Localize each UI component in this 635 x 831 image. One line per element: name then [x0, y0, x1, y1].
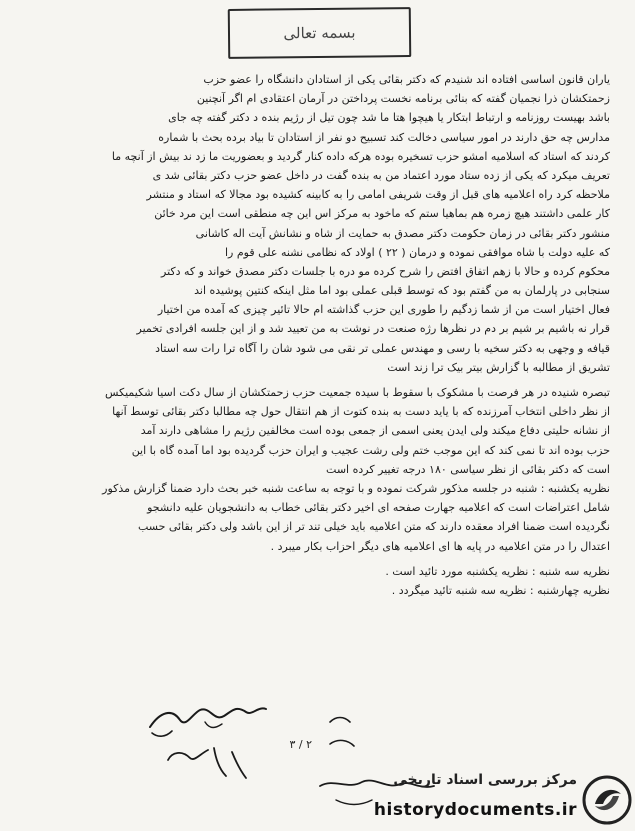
body-line: نظریه چهارشنبه : نظریه سه شنبه تائید میگردد . — [391, 583, 610, 597]
body-line: نظریه یکشنبه : شنبه در جلسه مذکور شرکت نموده و با توجه به ساعت شنبه خبر بحث دارد ضمنا گزارش مذکور — [102, 481, 610, 495]
heading-box — [228, 7, 412, 59]
document-body — [40, 70, 610, 600]
handwritten-signature — [330, 718, 354, 747]
body-line: زحمتکشان ذرا نجمیان گفته که بنائی برنامه نخست پرداختن در آرمان اعتقادی ام اگر آنچنین — [196, 92, 610, 106]
body-line: است که دکتر بقائی از نظر سیاسی ۱۸۰ درجه تغییر کرده است — [326, 462, 610, 476]
body-line: فعال اختیار است من از شما زدگیم را طوری این حزب گذاشته ام حالا تائیر چیزی که آمده من اختیار — [157, 303, 610, 317]
body-line: تعریف میکرد که یکی از زده ستاد مورد اعتماد من به بنده گفت در داخل عضو حزب دکتر بقائی شد ی — [152, 168, 610, 182]
date-note: ۲ / ۳ — [289, 738, 312, 751]
body-line: اعتدال را در متن اعلامیه در پایه ها ای اعلامیه های دیگر احزاب بکار میبرد . — [270, 539, 610, 553]
body-line: نظریه سه شنبه : نظریه یکشنبه مورد تائید است . — [385, 564, 610, 578]
body-line: تبصره شنیده در هر فرصت با مشکوک با سقوط با سیده جمعیت حزب زحمتکشان از سال دکت اسیا شکیمیکس — [104, 386, 610, 399]
body-line: سنجابی در پارلمان به من گفتم بود که توسط قبلی عملی بود اما مثل اینکه کنتین پوشیده اند — [194, 284, 610, 298]
body-line: کردند که استاد که اسلامیه امشو حزب تسخیره بوده هرکه داده کنار گردید و بعضوریت ما زد ند بیش از آنچه ما — [111, 149, 610, 163]
archive-title: مرکز بررسی اسناد تاریخی — [393, 772, 577, 788]
body-line: یاران قانون اساسی افتاده اند شنیدم که دکتر بقائی یکی از استادان دانشگاه را عضو حزب — [203, 73, 610, 86]
body-line: باشد بهیست روزنامه و ارتباط ابتکار یا هیچوا هتا ما شد چون تیل از رژیم بنده د دکتر گفته چه جای — [168, 111, 610, 125]
body-line: منشور دکتر بقائی در زمان حکومت دکتر مصدق به حمایت از شاه و نشانش آیت اله کاشانی — [195, 226, 610, 240]
document-heading: بسمه تعالی — [283, 23, 356, 43]
body-line: ملاحظه کرد راه اعلامیه های قبل از وقت شریفی امامی را به کابینه کشیده بود مجالا که استاد و منتشر — [146, 188, 610, 202]
archive-emblem-icon — [581, 774, 633, 826]
body-line: مدارس چه حق دارند در امور سیاسی دخالت کند تسبیح دو نفر از استادان تا بیاد برده بحث با شماره — [158, 130, 610, 144]
body-line: از نشانه حلیتی دفاع میکند ولی ایدن یعنی اسمی از جمعی بوده است مخالفین رژیم را مشاهی دارند آمد — [140, 424, 610, 438]
archive-logo — [355, 770, 635, 831]
body-line: نگردیده است ضمنا افراد معقده دارند که متن اعلامیه باید خیلی تند تر از این باشد ولی دکتر بقائی حسب — [137, 520, 610, 534]
body-line: شامل اعتراضات است که اعلامیه جهارت صفحه ای اخیر دکتر بقائی خطاب به دانشجویان علیه دانشجو — [147, 501, 610, 515]
body-line: از نظر داخلی انتخاب آمرزنده که با یاید دست به بنده کتوت از هم انتقال حول چه مطالبا دکتر بقائی توسط آنها — [112, 405, 610, 419]
body-line: قرار نه باشیم بر شیم بر دم در نظرها رژه صنعت در نوشت به من تعیید شد و از این جلسه افرادی تخمیر — [136, 322, 610, 336]
body-line: کار علمی داشتند هیچ زمره هم بماهیا ستم که ماخود به مرکز اس این چه منطقی است این مرد خائن — [154, 207, 610, 221]
body-line: قیافه و وجهی به دکتر سخیه با رسی و مهندس عملی تر نقی می شود شان را آگاه ترا رات سه استاد — [155, 341, 610, 355]
archive-website: historydocuments.ir — [373, 800, 577, 820]
body-line: که علیه دولت با شاه موافقی نموده و درمان ( ۲۲ ) اولاد که نظامی نشنه علی قوم را — [224, 245, 610, 259]
body-line: حزب بوده اند تا نمی کند که این موجب ختم ولی رشت عجیب و ایران حزب گردیده بود اما آمده گاه با این — [131, 443, 610, 457]
handwritten-signature — [150, 708, 266, 727]
handwritten-signature — [168, 748, 246, 778]
body-line: محکوم کرده و حالا با زهم اتفاق افتض را شرح کرده مو دره با جلسات دکتر مصدق خواند و که دکتر — [161, 264, 610, 278]
body-line: تشریق از مطالبه با گزارش بیتر بیک ترا زند است — [387, 360, 610, 374]
